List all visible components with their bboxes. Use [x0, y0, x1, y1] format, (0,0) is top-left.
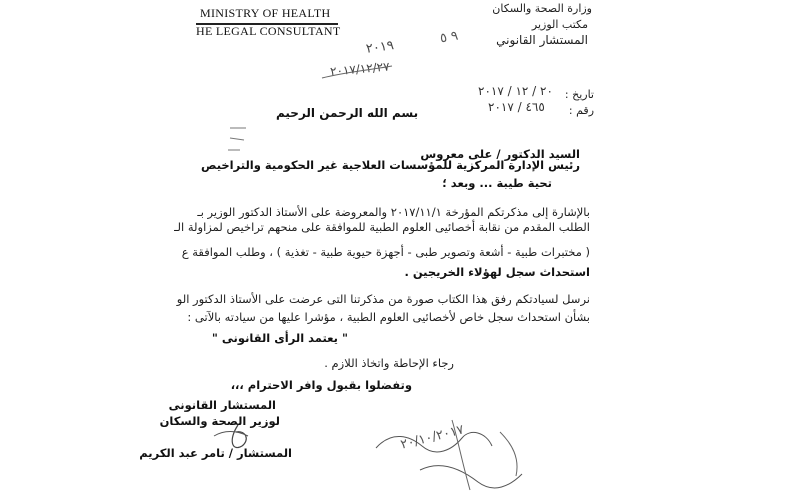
signature-scrawl-4: [500, 432, 517, 476]
ministry-name-en: MINISTRY OF HEALTH: [200, 6, 331, 20]
body-p1-line3: ( مختبرات طبية - أشعة وتصوير طبى - أجهزة حيوية طبية - تغذية ) ، وطلب الموافقة ع: [181, 245, 590, 259]
body-p1-line1: بالإشارة إلى مذكرتكم المؤرخة ٢٠١٧/١١/١ والمعروضة على الأستاذ الدكتور الوزير بـ: [197, 205, 590, 219]
signature-stroke-1: [232, 425, 246, 448]
number-value: ٤٦٥ / ٢٠١٧: [488, 100, 545, 114]
margin-tick-2: [230, 138, 244, 140]
body-p2-line2: بشأن استحداث سجل خاص لأخصائيى العلوم الطبية ، مؤشرا عليها من سيادته بالآتى :: [187, 310, 590, 324]
body-p1-line2: الطلب المقدم من نقابة أخصائيى العلوم الطبية للموافقة على منحهم تراخيص لمزاولة الـ: [174, 220, 590, 234]
office-name-ar: مكتب الوزير: [531, 18, 588, 31]
signature-scrawl-2: [420, 466, 522, 488]
department-name-ar: المستشار القانوني: [496, 33, 588, 47]
approval-quote: " يعتمد الرأى القانونى ": [211, 331, 348, 345]
date-label: تاريخ :: [564, 88, 594, 101]
greeting: تحية طيبة ... وبعد ؛: [442, 176, 552, 190]
ministry-name-ar: وزارة الصحة والسكان: [492, 2, 592, 15]
signature-scrawl-3: [452, 420, 470, 490]
addressee-title: رئيس الإدارة المركزية للمؤسسات العلاجية غير الحكومية والتراخيص: [201, 158, 580, 172]
signatory-title: المستشار القانونى: [168, 398, 276, 412]
signature-handwritten-date: ٢٠/١٠/٢٠١٧: [399, 422, 466, 453]
department-name-en: HE LEGAL CONSULTANT: [196, 24, 341, 38]
handwritten-mark: ٩ ٥: [438, 28, 460, 47]
body-p1-line4: استحداث سجل لهؤلاء الخريجين .: [404, 265, 590, 279]
handwritten-date-top: ٢٠١٧/١٢/٢٧: [329, 59, 391, 79]
signature-scrawl-1: [376, 432, 492, 451]
number-label: رقم :: [568, 104, 594, 117]
signatory-ministry: لوزير الصحة والسكان: [159, 414, 280, 428]
signatory-name: المستشار / تامر عبد الكريم: [139, 446, 292, 460]
handwritten-note-top: ٢٠١٩: [365, 38, 395, 57]
body-p2-line1: نرسل لسيادتكم رفق هذا الكتاب صورة من مذكرتنا التى عرضت على الأستاذ الدكتور الو: [176, 292, 590, 306]
top-scribble-line: [322, 66, 392, 78]
closing-regards: وتفضلوا بقبول وافر الاحترام ،،،: [230, 378, 412, 392]
basmala: بسم الله الرحمن الرحيم: [276, 106, 419, 120]
date-value: ٢٠ / ١٢ / ٢٠١٧: [478, 84, 553, 98]
addressee-name: السيد الدكتور / على معروس: [420, 147, 580, 161]
closing-request: رجاء الإحاطة واتخاذ اللازم .: [324, 356, 454, 370]
